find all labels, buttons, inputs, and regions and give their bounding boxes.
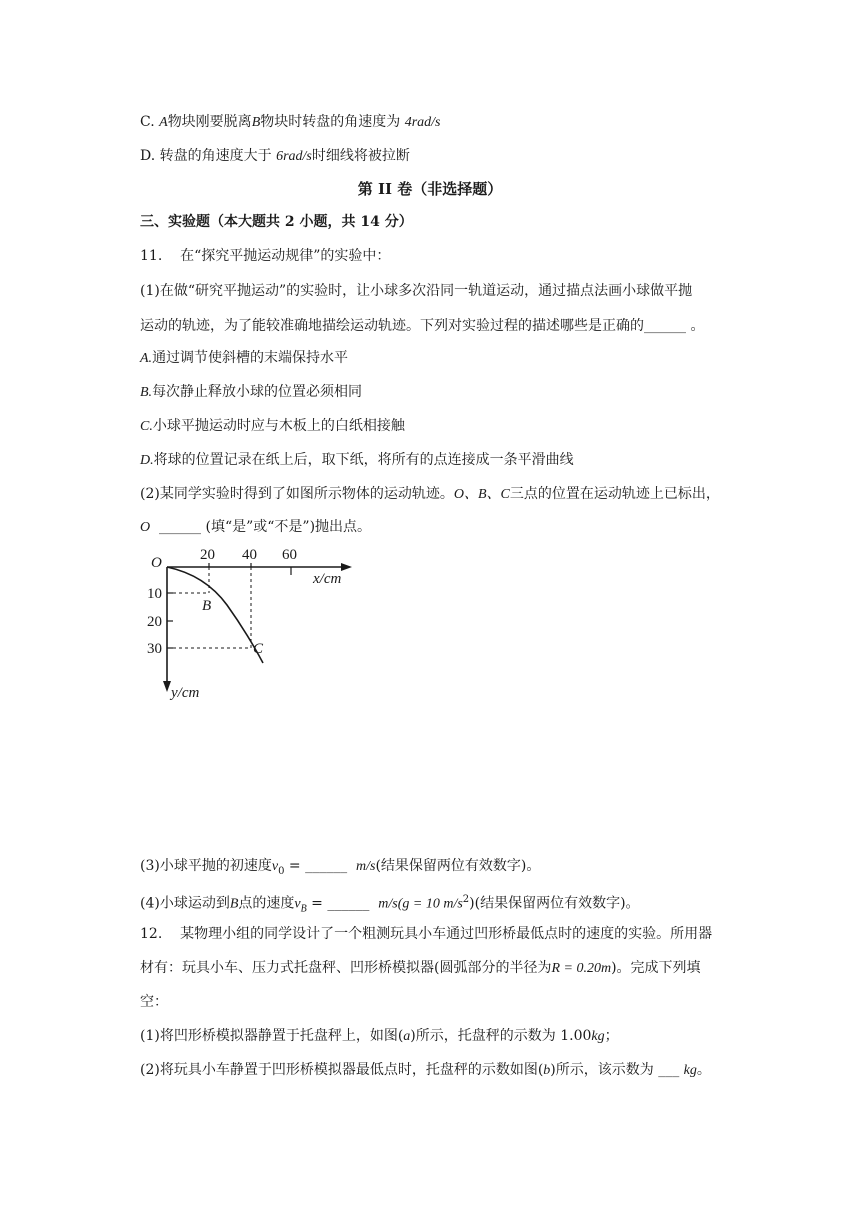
x-axis-arrow (341, 563, 352, 571)
x-tick-label-40: 40 (242, 547, 257, 563)
q11-part1-line2: 运动的轨迹，为了能较准确地描绘运动轨迹。下列对实验过程的描述哪些是正确的______ 。 (140, 318, 705, 334)
section-title: 第 II 卷（非选择题） (357, 180, 503, 198)
x-tick-label-60: 60 (282, 547, 297, 563)
y-tick-label-20: 20 (147, 614, 162, 630)
trajectory-curve (167, 567, 263, 663)
q12-part1: (1)将凹形桥模拟器静置于托盘秤上，如图(a)所示，托盘秤的示数为 1.00kg； (140, 1028, 619, 1044)
q12-number: 12. (140, 926, 163, 942)
y-axis-arrow (163, 681, 171, 692)
y-tick-label-30: 30 (147, 641, 162, 657)
q11-part2-line1: (2)某同学实验时得到了如图所示物体的运动轨迹。O、B、C三点的位置在运动轨迹上已标出， (140, 486, 720, 502)
trajectory-figure (145, 545, 375, 710)
x-tick-label-20: 20 (200, 547, 215, 563)
q11-part4: (4)小球运动到B点的速度$v_B$ = ______ m/s(g = 10 $m/s^2$)(结果保留两位有效数字)。 (140, 894, 640, 915)
q11-number: 11. (140, 248, 163, 264)
q10-option-d: D. 转盘的角速度大于 6rad/s时细线将被拉断 (140, 148, 410, 164)
q11-option-d: D.将球的位置记录在纸上后，取下纸，将所有的点连接成一条平滑曲线 (140, 452, 574, 468)
q11-option-c: C.小球平抛运动时应与木板上的白纸相接触 (140, 418, 405, 434)
q11-stem: 11. 在“探究平抛运动规律”的实验中： (140, 248, 391, 264)
q12-line1: 12. 某物理小组的同学设计了一个粗测玩具小车通过凹形桥最低点时的速度的实验。所用器 (140, 926, 713, 942)
q11-option-b: B.每次静止释放小球的位置必须相同 (140, 384, 363, 400)
q11-part2-line2: O ______ (填“是”或“不是”)抛出点。 (140, 519, 372, 535)
point-b-label: B (202, 598, 212, 614)
q11-option-a: A.通过调节使斜槽的末端保持水平 (140, 350, 349, 366)
point-c-label: C (253, 641, 264, 657)
section3-heading: 三、实验题（本大题共 2 小题，共 14 分） (140, 214, 413, 230)
y-axis-label: y/cm (171, 685, 200, 701)
y-tick-label-10: 10 (147, 586, 162, 602)
q11-part3: (3)小球平抛的初速度$v_0$ = ______ m/s(结果保留两位有效数字)。 (140, 858, 541, 877)
origin-label: O (151, 555, 162, 571)
q12-line2: 材有：玩具小车、压力式托盘秤、凹形桥模拟器(圆弧部分的半径为R = 0.20m)。完成下列填 (140, 960, 701, 976)
x-axis-label: x/cm (313, 571, 342, 587)
q10-option-c: C. A物块刚要脱离B物块时转盘的角速度为 4rad/s (140, 114, 441, 130)
q12-part2: (2)将玩具小车静置于凹形桥模拟器最低点时，托盘秤的示数如图(b)所示，该示数为 ___ kg。 (140, 1062, 711, 1078)
q12-line3: 空： (140, 994, 168, 1010)
q11-part1-line1: (1)在做“研究平抛运动”的实验时，让小球多次沿同一轨道运动，通过描点法画小球做平抛 (140, 283, 693, 299)
